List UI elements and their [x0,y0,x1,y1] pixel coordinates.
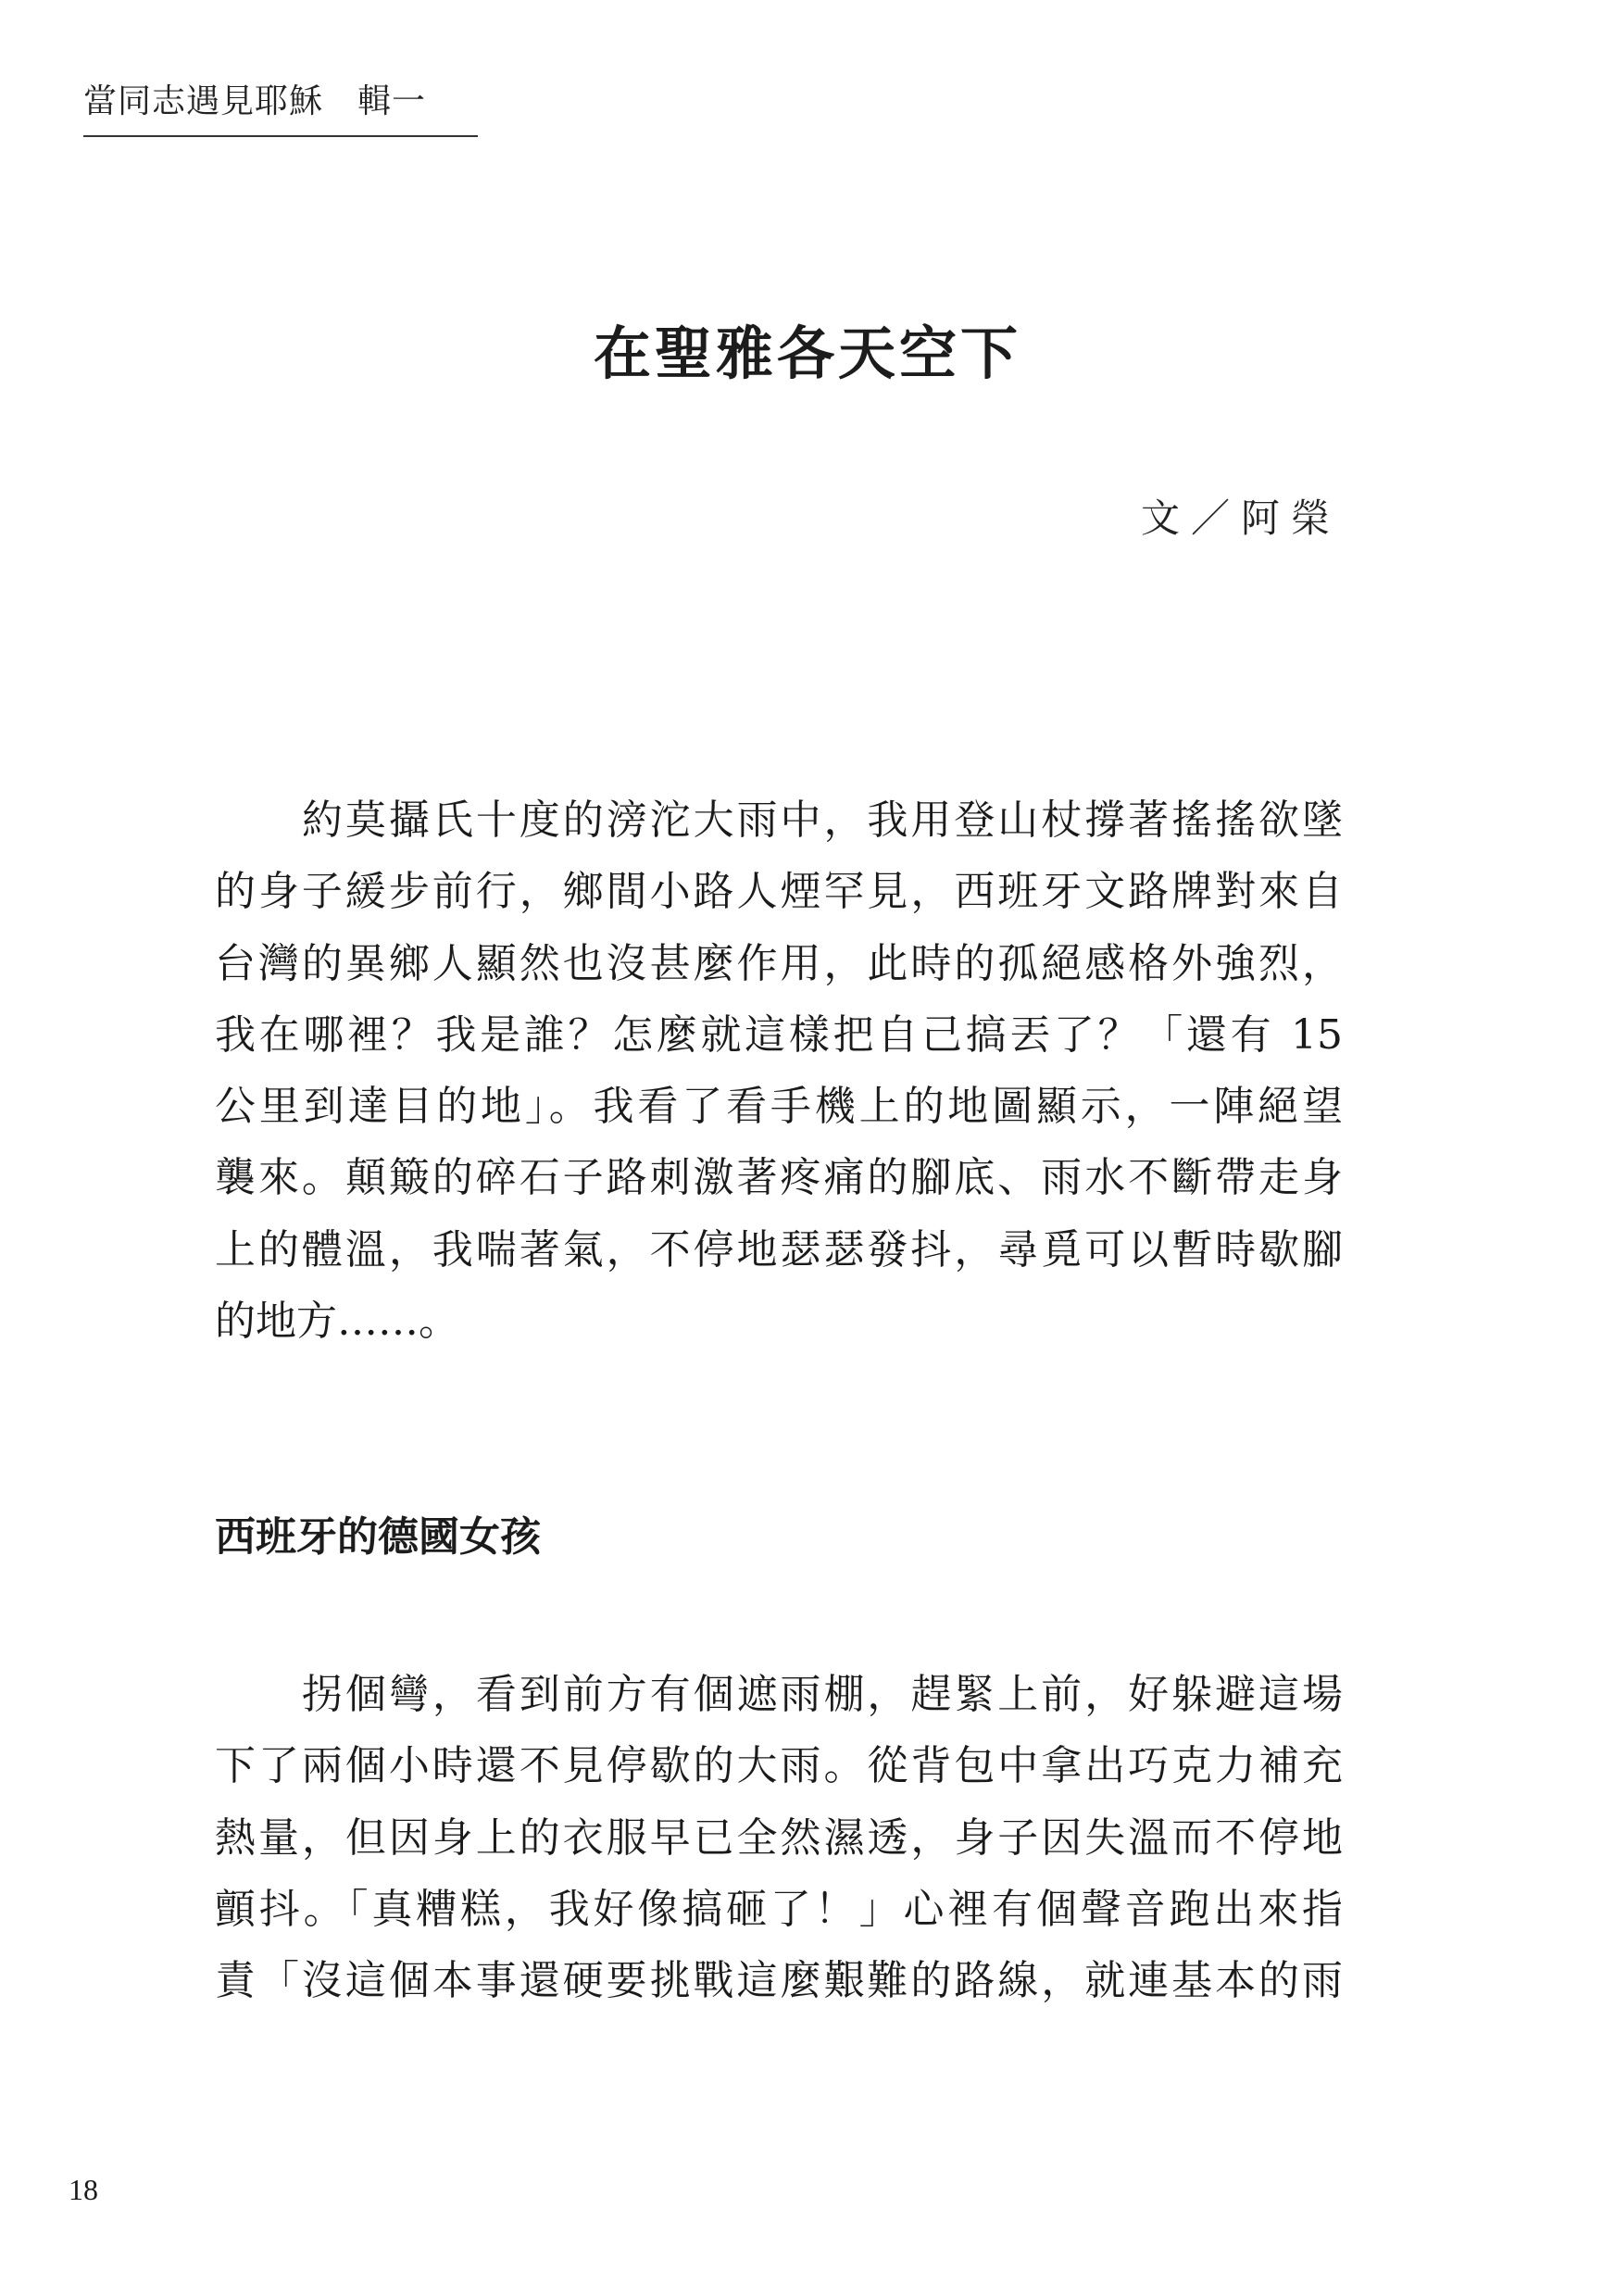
body-paragraph-2 [215,1671,1343,2028]
page-number: 18 [69,2173,98,2206]
body-line: 的身子緩步前行，鄉間小路人煙罕見，西班牙文路牌對來自 [215,868,1343,916]
body-line: 公里到達目的地」。我看了看手機上的地圖顯示，一陣絕望 [215,1083,1343,1131]
body-line: 台灣的異鄉人顯然也沒甚麼作用，此時的孤絕感格外強烈， [215,939,1343,987]
body-paragraph-1 [215,797,1343,1369]
body-line: 襲來。顛簸的碎石子路刺激著疼痛的腳底、雨水不斷帶走身 [215,1154,1343,1202]
body-line: 約莫攝氏十度的滂沱大雨中，我用登山杖撐著搖搖欲墜 [302,797,1343,844]
section-subheading: 西班牙的德國女孩 [215,1513,541,1561]
body-line: 的地方……。 [215,1298,459,1346]
byline: 文／阿榮 [1140,496,1341,541]
body-line: 熱量，但因身上的衣服早已全然濕透，身子因失溫而不停地 [215,1813,1343,1862]
running-head-rule [83,135,478,137]
body-line: 我在哪裡？我是誰？怎麼就這樣把自己搞丟了？「還有 15 [215,1010,1343,1059]
body-line: 下了兩個小時還不見停歇的大雨。從背包中拿出巧克力補充 [215,1742,1343,1790]
body-line: 拐個彎，看到前方有個遮雨棚，趕緊上前，好躲避這場 [302,1671,1343,1718]
running-head: 當同志遇見耶穌 輯一 [83,82,427,120]
body-line: 責「沒這個本事還硬要挑戰這麼艱難的路線，就連基本的雨 [215,1957,1343,2005]
article-title: 在聖雅各天空下 [593,320,1021,387]
body-line: 顫抖。「真糟糕，我好像搞砸了！」心裡有個聲音跑出來指 [215,1885,1343,1933]
body-line: 上的體溫，我喘著氣，不停地瑟瑟發抖，尋覓可以暫時歇腳 [215,1225,1343,1273]
